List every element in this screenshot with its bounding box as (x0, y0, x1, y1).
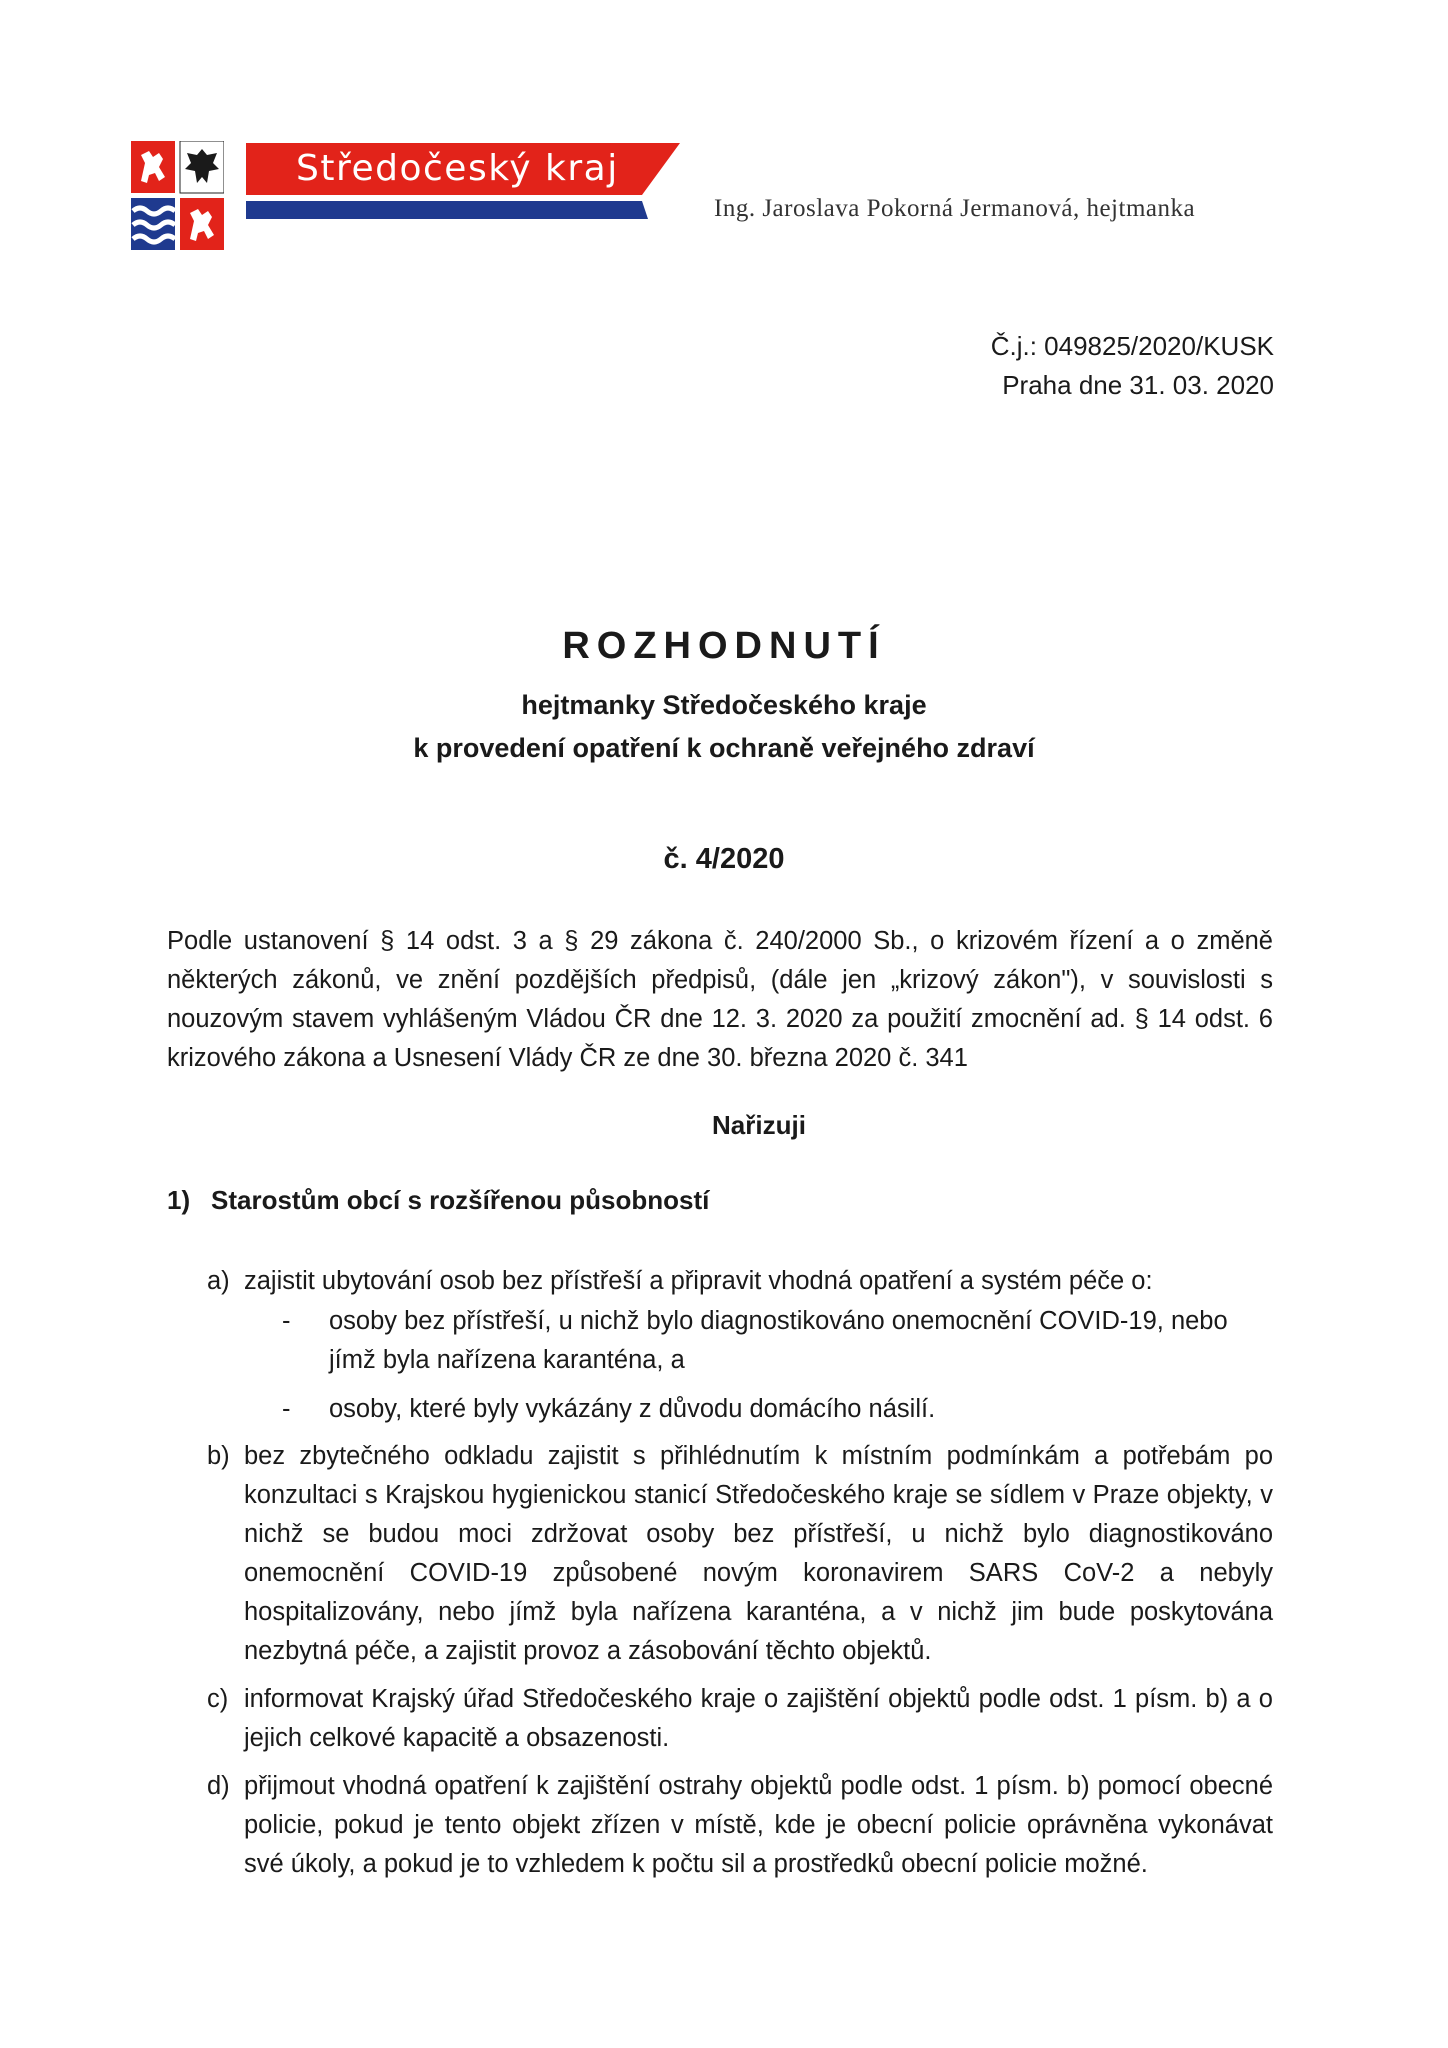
decision-number: č. 4/2020 (663, 843, 785, 875)
section-title: Starostům obcí s rozšířenou působností (211, 1185, 710, 1215)
official-name: Ing. Jaroslava Pokorná Jermanová, hejtmanka (714, 195, 1196, 222)
case-number: Č.j.: 049825/2020/KUSK (990, 331, 1274, 361)
item-text: informovat Krajský úřad Středočeského kraje o zajištění objektů podle odst. 1 písm. b) a o jejich celkové kapacitě a obsazenosti. (244, 1685, 1273, 1752)
document-title: ROZHODNUTÍ (562, 625, 886, 667)
brand-name: Středočeský kraj (296, 148, 619, 189)
item-text: bez zbytečného odkladu zajistit s přihlédnutím k místním podmínkám a potřebám po konzultaci s Krajskou hygienickou stanicí Středočeského kraje se sídlem v Praze objekty, v nichž se budou moci zdržovat osoby bez přístřeší, u nichž bylo diagnostikováno onemocnění COVID-19 způsobené novým koronavirem SARS CoV-2 a nebyly hospitalizovány, nebo jímž byla nařízena karanténa, a v nichž jim bude poskytována nezbytná péče, a zajistit provoz a zásobování těchto objektů. (244, 1442, 1273, 1665)
bullet-dash: - (282, 1395, 291, 1423)
document-date: Praha dne 31. 03. 2020 (1002, 370, 1274, 400)
sub-item-2 (282, 1390, 1273, 1429)
item-letter: c) (207, 1685, 229, 1713)
section-number: 1) (167, 1185, 191, 1215)
item-text: zajistit ubytování osob bez přístřeší a připravit vhodná opatření a systém péče o: (244, 1267, 1153, 1295)
sub-item-text: osoby bez přístřeší, u nichž bylo diagnostikováno onemocnění COVID-19, nebo jímž byla nařízena karanténa, a (329, 1307, 1228, 1374)
order-heading: Nařizuji (712, 1110, 806, 1140)
section-1-heading (167, 1185, 709, 1216)
list-item-c (207, 1680, 1273, 1758)
sub-item-text: osoby, které byly vykázány z důvodu domácího násilí. (329, 1395, 936, 1423)
document-subtitle-1: hejtmanky Středočeského kraje (521, 690, 927, 720)
item-text: přijmout vhodná opatření k zajištění ostrahy objektů podle odst. 1 písm. b) pomocí obecné policie, pokud je tento objekt zřízen v místě, kde je obecní policie oprávněna vykonávat své úkoly, a pokud je to vzhledem k počtu sil a prostředků obecní policie možné. (244, 1772, 1273, 1878)
reference-block (991, 327, 1274, 405)
item-letter: b) (207, 1442, 230, 1470)
list-item-d (207, 1767, 1273, 1884)
coat-of-arms-icon (131, 141, 224, 250)
list-item-a (207, 1262, 1273, 1301)
document-subtitle-2: k provedení opatření k ochraně veřejného zdraví (413, 733, 1035, 763)
sub-item-1 (282, 1302, 1273, 1380)
item-letter: d) (207, 1772, 230, 1800)
list-item-b (207, 1437, 1273, 1671)
item-letter: a) (207, 1267, 230, 1295)
bullet-dash: - (282, 1307, 291, 1335)
intro-paragraph: Podle ustanovení § 14 odst. 3 a § 29 zákona č. 240/2000 Sb., o krizovém řízení a o změně některých zákonů, ve znění pozdějších předpisů, (dále jen „krizový zákon"), v souvislosti s nouzovým stavem vyhlášeným Vládou ČR dne 12. 3. 2020 za použití zmocnění ad. § 14 odst. 6 krizového zákona a Usnesení Vlády ČR ze dne 30. března 2020 č. 341 (167, 927, 1273, 1072)
